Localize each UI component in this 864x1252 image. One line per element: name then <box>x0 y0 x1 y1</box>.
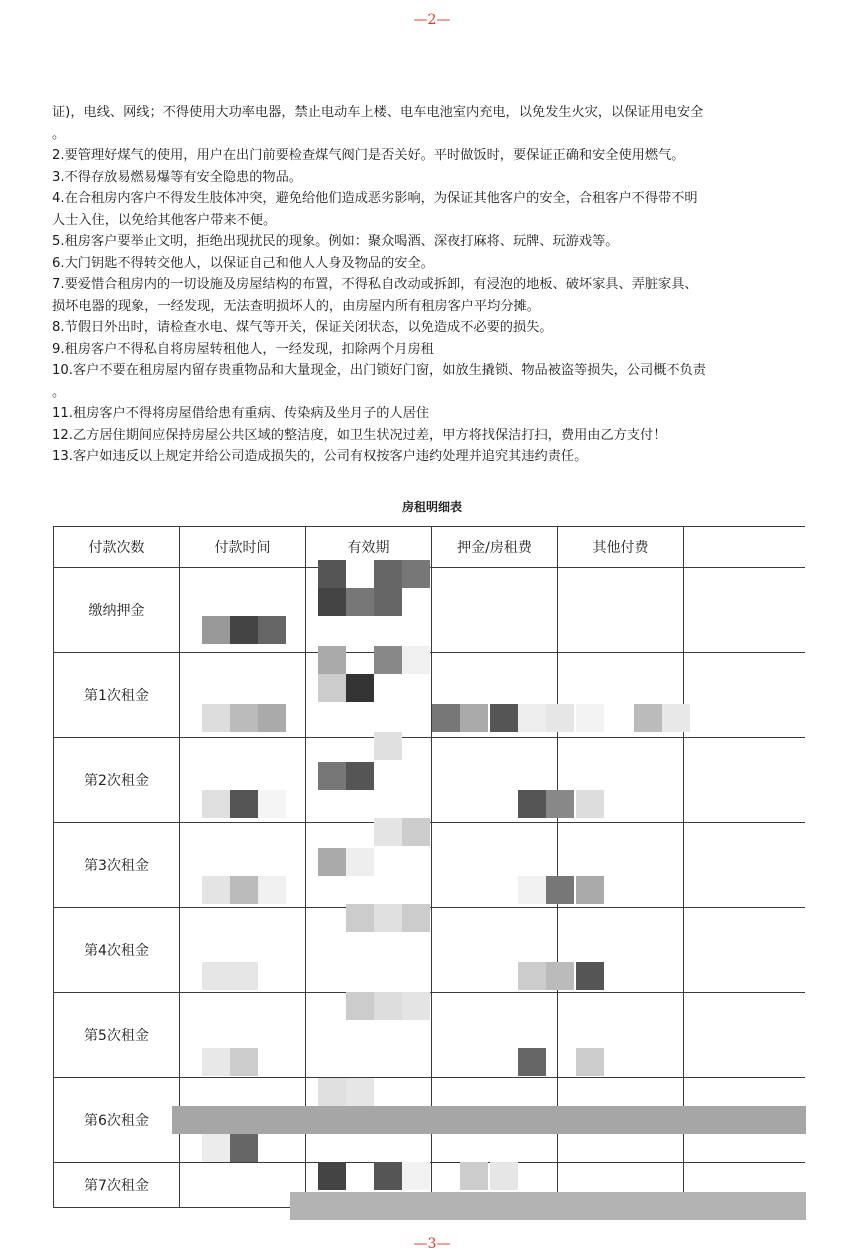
rule-line: 6.大门钥匙不得转交他人，以保证自己和他人人身及物品的安全。 <box>52 255 434 271</box>
row-label: 第1次租金 <box>54 653 180 738</box>
rule-line: 3.不得存放易燃易爆等有安全隐患的物品。 <box>52 169 302 185</box>
row-label: 第3次租金 <box>54 823 180 908</box>
table-cell <box>684 993 812 1078</box>
table-cell <box>558 1163 684 1208</box>
table-row <box>54 823 812 908</box>
header-validity: 有效期 <box>306 527 432 568</box>
table-cell <box>432 568 558 653</box>
table-cell <box>306 568 432 653</box>
rule-line: 11.租房客户不得将房屋借给患有重病、传染病及坐月子的人居住 <box>52 406 430 421</box>
table-cell <box>684 823 812 908</box>
table-cell <box>558 653 684 738</box>
table-cell <box>432 1163 558 1208</box>
table-cell <box>180 1163 306 1208</box>
table-cell <box>558 1078 684 1163</box>
table-header-row <box>54 527 812 568</box>
row-label: 第2次租金 <box>54 738 180 823</box>
rule-line: 7.要爱惜合租房内的一切设施及房屋结构的布置，不得私自改动或拆卸，有浸泡的地板、破坏家具、弄脏家具、 <box>52 277 698 292</box>
rule-line: 。 <box>52 384 66 400</box>
rule-line: 。 <box>52 126 66 142</box>
table-cell <box>432 1078 558 1163</box>
header-payment-count: 付款次数 <box>54 527 180 568</box>
table-cell <box>432 908 558 993</box>
table-cell <box>180 823 306 908</box>
page-number-top: —2— <box>413 12 451 28</box>
table-cell <box>684 908 812 993</box>
table-cell <box>558 568 684 653</box>
rules-text <box>52 102 812 468</box>
table-row <box>54 568 812 653</box>
rent-detail-table <box>53 526 812 1208</box>
rule-line: 9.租房客户不得私自将房屋转租他人，一经发现，扣除两个月房租 <box>52 341 434 357</box>
table-row <box>54 993 812 1078</box>
table-cell <box>684 738 812 823</box>
table-row <box>54 738 812 823</box>
table-cell <box>306 993 432 1078</box>
table-row <box>54 1163 812 1208</box>
rule-line: 4.在合租房内客户不得发生肢体冲突，避免给他们造成恶劣影响，为保证其他客户的安全，合租客户不得带不明 <box>52 191 698 206</box>
table-row <box>54 653 812 738</box>
table-row <box>54 1078 812 1163</box>
header-deposit-rent: 押金/房租费 <box>432 527 558 568</box>
table-cell <box>306 653 432 738</box>
header-payment-time: 付款时间 <box>180 527 306 568</box>
table-cell <box>432 653 558 738</box>
row-label: 第6次租金 <box>54 1078 180 1163</box>
table-cell <box>558 908 684 993</box>
table-cell <box>558 993 684 1078</box>
rule-line: 10.客户不要在租房屋内留存贵重物品和大量现金，出门锁好门窗，如放生撬锁、物品被盗等损失，公司概不负责 <box>52 363 706 378</box>
table-cell <box>306 1078 432 1163</box>
rule-line: 证)，电线、网线；不得使用大功率电器，禁止电动车上楼、电车电池室内充电，以免发生火灾，以保证用电安全 <box>52 105 704 120</box>
rule-line: 人士入住，以免给其他客户带来不便。 <box>52 212 277 228</box>
header-extra <box>684 527 812 568</box>
table-cell <box>432 823 558 908</box>
table-cell <box>432 738 558 823</box>
header-other-fees: 其他付费 <box>558 527 684 568</box>
page-number-bottom: —3— <box>413 1236 451 1252</box>
table-cell <box>558 738 684 823</box>
table-cell <box>180 653 306 738</box>
redaction-edge <box>805 520 825 1210</box>
table-cell <box>180 993 306 1078</box>
rule-line: 损坏电器的现象，一经发现，无法查明损坏人的，由房屋内所有租房客户平均分摊。 <box>52 298 540 314</box>
table-row <box>54 908 812 993</box>
table-cell <box>558 823 684 908</box>
table-cell <box>306 908 432 993</box>
table-cell <box>306 823 432 908</box>
table-cell <box>432 993 558 1078</box>
table-cell <box>180 738 306 823</box>
rule-line: 8.节假日外出时，请检查水电、煤气等开关，保证关闭状态，以免造成不必要的损失。 <box>52 320 553 335</box>
table-cell <box>684 568 812 653</box>
table-cell <box>306 1163 432 1208</box>
table-title: 房租明细表 <box>401 500 462 514</box>
row-label: 第4次租金 <box>54 908 180 993</box>
rule-line: 12.乙方居住期间应保持房屋公共区域的整洁度，如卫生状况过差，甲方将找保洁打扫，费用由乙方支付！ <box>52 427 667 443</box>
row-label: 第5次租金 <box>54 993 180 1078</box>
table-cell <box>180 568 306 653</box>
table-cell <box>684 653 812 738</box>
rule-line: 2.要管理好煤气的使用，用户在出门前要检查煤气阀门是否关好。平时做饭时，要保证正确和安全使用燃气。 <box>52 148 685 163</box>
row-label: 第7次租金 <box>54 1163 180 1208</box>
row-label: 缴纳押金 <box>54 568 180 653</box>
table-cell <box>180 1078 306 1163</box>
table-cell <box>306 738 432 823</box>
table-cell <box>180 908 306 993</box>
rule-line: 13.客户如违反以上规定并给公司造成损失的，公司有权按客户违约处理并追究其违约责任。 <box>52 449 588 464</box>
rule-line: 5.租房客户要举止文明，拒绝出现扰民的现象。例如：聚众喝酒、深夜打麻将、玩牌、玩游戏等。 <box>52 234 619 249</box>
table-cell <box>684 1078 812 1163</box>
table-cell <box>684 1163 812 1208</box>
